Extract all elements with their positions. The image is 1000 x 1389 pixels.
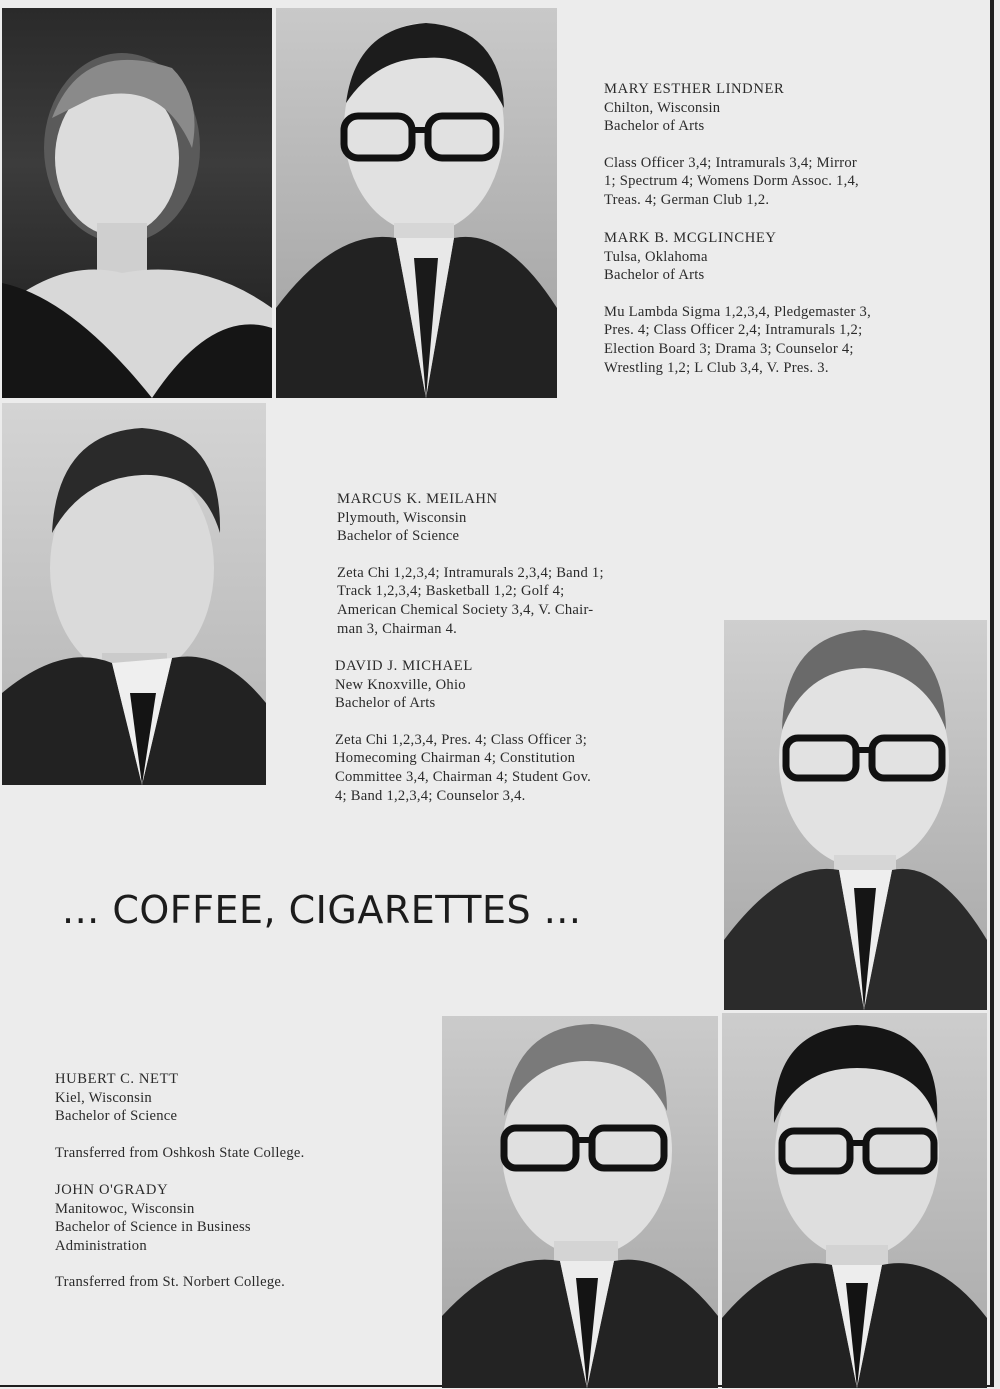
portrait-photo-mcglinchey (276, 8, 557, 398)
bio-nett (55, 1070, 395, 1162)
bio-meilahn (337, 490, 717, 638)
student-activities-line: Class Officer 3,4; Intramurals 3,4; Mirror (604, 154, 857, 171)
section-banner: ... COFFEE, CIGARETTES ... (62, 888, 582, 932)
student-name: MARCUS K. MEILAHN (337, 491, 498, 507)
student-activities-line: Transferred from Oshkosh State College. (55, 1144, 305, 1161)
student-degree: Bachelor of Arts (604, 118, 705, 135)
student-activities-line: 1; Spectrum 4; Womens Dorm Assoc. 1,4, (604, 173, 859, 190)
student-activities-line: Transferred from St. Norbert College. (55, 1274, 286, 1291)
student-activities-line: Zeta Chi 1,2,3,4, Pres. 4; Class Officer 3; (335, 731, 588, 748)
portrait-photo-ogrady (722, 1013, 987, 1388)
student-hometown: Plymouth, Wisconsin (337, 509, 467, 526)
student-activities-line: Pres. 4; Class Officer 2,4; Intramurals 1,2; (604, 322, 863, 339)
student-degree: Bachelor of Science (337, 528, 460, 545)
student-degree: Bachelor of Science (55, 1108, 178, 1125)
student-hometown: New Knoxville, Ohio (335, 676, 466, 693)
student-degree: Bachelor of Science in Business (55, 1219, 251, 1236)
student-hometown: Kiel, Wisconsin (55, 1089, 152, 1106)
student-activities-line: Wrestling 1,2; L Club 3,4, V. Pres. 3. (604, 359, 829, 376)
student-hometown: Tulsa, Oklahoma (604, 248, 708, 265)
student-degree: Bachelor of Arts (604, 267, 705, 284)
student-degree: Bachelor of Arts (335, 695, 436, 712)
student-activities-line: 4; Band 1,2,3,4; Counselor 3,4. (335, 787, 526, 804)
portrait-photo-michael (724, 620, 987, 1010)
student-activities-line: Track 1,2,3,4; Basketball 1,2; Golf 4; (337, 583, 565, 600)
student-hometown: Manitowoc, Wisconsin (55, 1200, 195, 1217)
student-activities-line: man 3, Chairman 4. (337, 620, 458, 637)
portrait-photo-meilahn (2, 403, 266, 785)
student-hometown: Chilton, Wisconsin (604, 99, 721, 116)
bio-lindner (604, 80, 984, 210)
student-name: DAVID J. MICHAEL (335, 658, 473, 674)
student-activities-line: Election Board 3; Drama 3; Counselor 4; (604, 340, 854, 357)
portrait-man-glasses-icon (722, 1013, 987, 1388)
student-activities-line: Mu Lambda Sigma 1,2,3,4, Pledgemaster 3, (604, 303, 871, 320)
student-activities-line: Treas. 4; German Club 1,2. (604, 191, 770, 208)
bio-mcglinchey (604, 229, 989, 377)
student-name: HUBERT C. NETT (55, 1071, 179, 1087)
portrait-photo-lindner (2, 8, 272, 398)
student-name: MARK B. MCGLINCHEY (604, 230, 777, 246)
student-activities-line: American Chemical Society 3,4, V. Chair- (337, 601, 594, 618)
portrait-man-icon (2, 403, 266, 785)
portrait-woman-icon (2, 8, 272, 398)
portrait-man-glasses-icon (276, 8, 557, 398)
student-name: JOHN O'GRADY (55, 1182, 169, 1198)
student-degree: Administration (55, 1237, 147, 1254)
student-activities-line: Committee 3,4, Chairman 4; Student Gov. (335, 768, 592, 785)
student-activities-line: Zeta Chi 1,2,3,4; Intramurals 2,3,4; Band 1; (337, 564, 604, 581)
bio-ogrady (55, 1181, 395, 1292)
portrait-man-glasses-icon (442, 1016, 718, 1388)
student-activities-line: Homecoming Chairman 4; Constitution (335, 750, 576, 767)
portrait-photo-nett (442, 1016, 718, 1388)
student-name: MARY ESTHER LINDNER (604, 81, 785, 97)
bio-michael (335, 657, 715, 805)
portrait-man-glasses-icon (724, 620, 987, 1010)
